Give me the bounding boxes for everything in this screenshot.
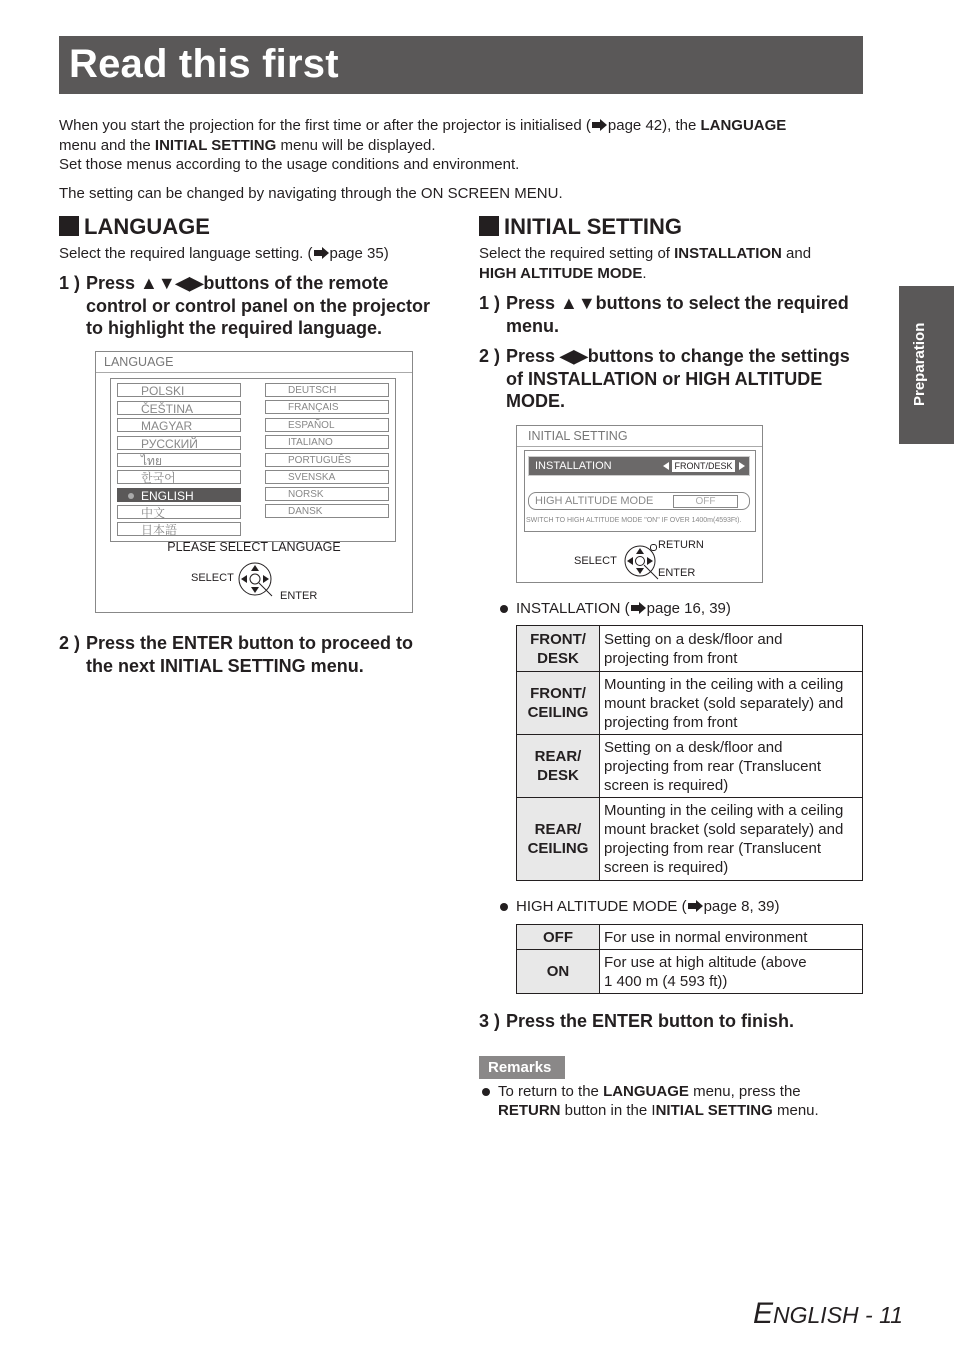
- section-tab: [899, 286, 954, 444]
- arrow-left-icon[interactable]: [663, 462, 669, 470]
- table-row: [517, 798, 863, 881]
- table-row: [517, 626, 863, 672]
- language-step-2: 2 ) Press the ENTER button to proceed to the next INITIAL SETTING menu.: [59, 633, 414, 676]
- table-row: [517, 950, 863, 994]
- lang-option[interactable]: MAGYAR: [117, 418, 241, 432]
- table-row: [517, 672, 863, 735]
- initial-step-2: 2 ) Press ◀▶buttons to change the settings of INSTALLATION or HIGH ALTITUDE MODE.: [479, 346, 850, 411]
- select-label: SELECT: [191, 572, 234, 584]
- enter-label: ENTER: [280, 590, 318, 602]
- lang-option[interactable]: DEUTSCH: [265, 383, 389, 397]
- language-heading: LANGUAGE: [59, 214, 210, 240]
- installation-table: [516, 625, 863, 881]
- initial-setting-menu-screen: [516, 425, 763, 583]
- intro-line1-a: When you start the projection for the first time or after the projector is initialised (: [59, 117, 591, 134]
- initial-step-3: 3 ) Press the ENTER button to finish.: [479, 1011, 795, 1031]
- table-row: [517, 735, 863, 798]
- table-key-cell: REAR/ CEILING: [517, 798, 600, 881]
- installation-row[interactable]: INSTALLATION FRONT/DESK: [528, 456, 750, 476]
- heading-square-icon: [479, 216, 499, 236]
- select-label: SELECT: [574, 555, 617, 567]
- language-desc: Select the required language setting. ( page 35): [59, 245, 389, 262]
- lang-option-selected[interactable]: ENGLISH: [117, 488, 241, 502]
- page-ref-arrow-icon: [592, 119, 607, 131]
- table-value-cell: For use in normal environment: [600, 925, 863, 950]
- return-label: RETURN: [658, 539, 704, 551]
- dpad-select-icon: [236, 560, 274, 598]
- table-key-cell: ON: [517, 950, 600, 994]
- lang-option[interactable]: ČEŠTINA: [117, 401, 241, 415]
- intro-line1-c: LANGUAGE: [700, 117, 787, 134]
- intro-text: [59, 116, 859, 203]
- remarks-text: To return to the LANGUAGE menu, press the RETURN button in the INITIAL SETTING menu.: [482, 1082, 878, 1120]
- initial-menu-title: INITIAL SETTING: [528, 429, 628, 443]
- lang-option[interactable]: POLSKI: [117, 383, 241, 397]
- altitude-note: SWITCH TO HIGH ALTITUDE MODE "ON" IF OVER 1400m(4593Ft).: [526, 517, 742, 524]
- installation-value: FRONT/DESK: [672, 460, 735, 472]
- lang-option[interactable]: FRANÇAIS: [265, 400, 389, 414]
- page-title-bar: [59, 36, 863, 94]
- language-menu-prompt: PLEASE SELECT LANGUAGE: [167, 540, 341, 554]
- intro-line2-c: menu will be displayed.: [276, 136, 436, 154]
- table-row: [517, 925, 863, 950]
- lang-option[interactable]: РУССКИЙ: [117, 436, 241, 450]
- lang-option[interactable]: ITALIANO: [265, 435, 389, 449]
- table-key-cell: REAR/ DESK: [517, 735, 600, 798]
- section-tab-label: Preparation: [911, 322, 928, 406]
- enter-label: ENTER: [658, 567, 696, 579]
- lang-option[interactable]: 한국어: [117, 470, 241, 484]
- initial-step-1: 1 ) Press ▲▼buttons to select the required menu.: [479, 293, 849, 336]
- bullet-dot: [482, 1088, 490, 1096]
- page-title: Read this first: [69, 42, 339, 86]
- altitude-table: [516, 924, 863, 994]
- arrow-right-icon[interactable]: [739, 462, 745, 470]
- table-value-cell: For use at high altitude (above 1 400 m (4 593 ft)): [600, 950, 863, 994]
- intro-line3: Set those menus according to the usage conditions and environment.: [59, 156, 520, 173]
- intro-line2-a: menu and the: [59, 136, 155, 154]
- table-value-cell: Mounting in the ceiling with a ceiling mount bracket (sold separately) and projecting from front: [600, 672, 863, 735]
- lang-option[interactable]: NORSK: [265, 487, 389, 501]
- lang-option[interactable]: ESPAÑOL: [265, 418, 389, 432]
- page-number: ENGLISH - 11: [753, 1297, 903, 1330]
- intro-line1-b: page 42), the: [607, 117, 701, 134]
- intro-line4: The setting can be changed by navigating through the ON SCREEN MENU.: [59, 184, 563, 202]
- lang-option[interactable]: 中文: [117, 505, 241, 519]
- page-ref-arrow-icon: [631, 602, 646, 614]
- bullet-dot: [500, 605, 508, 613]
- altitude-value: OFF: [673, 495, 738, 508]
- lang-option[interactable]: PORTUGUÊS: [265, 453, 389, 467]
- intro-line2-b: INITIAL SETTING: [154, 136, 277, 154]
- page-ref-arrow-icon: [688, 900, 703, 912]
- table-value-cell: Setting on a desk/floor and projecting from rear (Translucent screen is required): [600, 735, 863, 798]
- installation-bullet: INSTALLATION ( page 16, 39): [500, 599, 876, 618]
- remarks-badge: Remarks: [479, 1056, 565, 1079]
- bullet-dot: [500, 903, 508, 911]
- initial-setting-heading: INITIAL SETTING: [479, 214, 682, 240]
- lang-option[interactable]: ไทย: [117, 453, 241, 467]
- lang-option[interactable]: DANSK: [265, 504, 389, 518]
- initial-menu-panel: [524, 450, 756, 532]
- lang-option[interactable]: 日本語: [117, 522, 241, 536]
- page-ref-arrow-icon: [314, 247, 329, 259]
- heading-square-icon: [59, 216, 79, 236]
- language-menu-title: LANGUAGE: [104, 355, 174, 369]
- lang-option[interactable]: SVENSKA: [265, 470, 389, 484]
- table-key-cell: FRONT/ CEILING: [517, 672, 600, 735]
- table-key-cell: FRONT/ DESK: [517, 626, 600, 672]
- table-value-cell: Mounting in the ceiling with a ceiling mount bracket (sold separately) and projecting from rear (Translucent screen is required): [600, 798, 863, 881]
- initial-setting-desc: Select the required setting of INSTALLATION and HIGH ALTITUDE MODE.: [479, 245, 812, 282]
- return-button-icon: [650, 544, 657, 551]
- altitude-bullet: HIGH ALTITUDE MODE ( page 8, 39): [500, 897, 876, 916]
- language-menu-screen: [95, 351, 413, 613]
- language-step-1: 1 ) Press ▲▼◀▶buttons of the remote control or control panel on the projector to highlight the required language.: [59, 273, 431, 338]
- high-altitude-row[interactable]: HIGH ALTITUDE MODE OFF: [528, 492, 750, 510]
- language-grid: [110, 378, 396, 542]
- table-value-cell: Setting on a desk/floor and projecting from front: [600, 626, 863, 672]
- table-key-cell: OFF: [517, 925, 600, 950]
